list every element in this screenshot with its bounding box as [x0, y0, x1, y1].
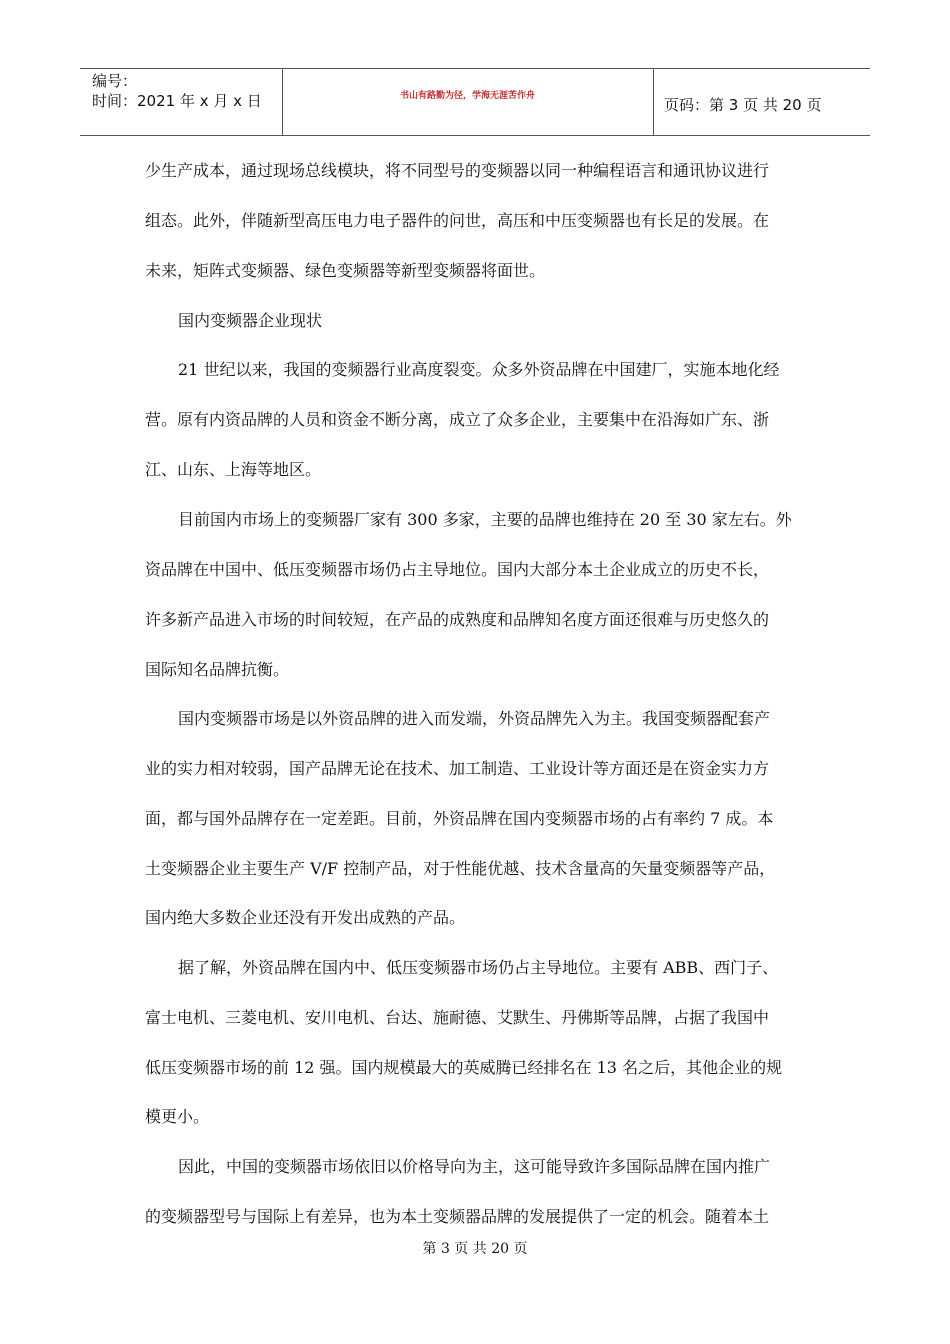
text-line: 资品牌在中国中、低压变频器市场仍占主导地位。国内大部分本土企业成立的历史不长， — [145, 560, 770, 579]
text-line: 组态。此外，伴随新型高压电力电子器件的问世，高压和中压变频器也有长足的发展。在 — [145, 211, 770, 230]
text-line: 营。原有内资品牌的人员和资金不断分离，成立了众多企业，主要集中在沿海如广东、浙 — [145, 410, 770, 429]
text-line: 国际知名品牌抗衡。 — [145, 660, 290, 679]
header-top-rule — [80, 68, 870, 69]
text-line: 国内绝大多数企业还没有开发出成熟的产品。 — [145, 908, 466, 927]
text-line: 江、山东、上海等地区。 — [145, 460, 322, 479]
text-line: 面，都与国外品牌存在一定差距。目前，外资品牌在国内变频器市场的占有率约 7 成。本 — [145, 809, 774, 828]
page-footer: 第 3 页 共 20 页 — [422, 1241, 528, 1257]
text-line: 21 世纪以来，我国的变频器行业高度裂变。众多外资品牌在中国建厂，实施本地化经 — [178, 360, 780, 379]
text-line: 模更小。 — [145, 1107, 210, 1126]
text-line: 据了解，外资品牌在国内中、低压变频器市场仍占主导地位。主要有 ABB、西门子、 — [178, 958, 779, 977]
text-line: 业的实力相对较弱，国产品牌无论在技术、加工制造、工业设计等方面还是在资金实力方 — [145, 759, 770, 778]
text-line: 的变频器型号与国际上有差异，也为本土变频器品牌的发展提供了一定的机会。随着本土 — [145, 1207, 770, 1226]
text-line: 未来，矩阵式变频器、绿色变频器等新型变频器将面世。 — [145, 261, 546, 280]
header-motto: 书山有路勤为径，学海无涯苦作舟 — [399, 91, 535, 101]
text-line: 富士电机、三菱电机、安川电机、台达、施耐德、艾默生、丹佛斯等品牌，占据了我国中 — [145, 1008, 770, 1027]
text-line: 目前国内市场上的变频器厂家有 300 多家，主要的品牌也维持在 20 至 30 家左右。外 — [178, 510, 792, 529]
header-number-label: 编号： — [92, 72, 138, 90]
header-divider-right — [653, 68, 654, 136]
text-line: 因此，中国的变频器市场依旧以价格导向为主，这可能导致许多国际品牌在国内推广 — [178, 1157, 771, 1176]
text-line: 低压变频器市场的前 12 强。国内规模最大的英威腾已经排名在 13 名之后，其他企业的规 — [145, 1058, 783, 1077]
text-line: 许多新产品进入市场的时间较短，在产品的成熟度和品牌知名度方面还很难与历史悠久的 — [145, 610, 770, 629]
header-page-info: 页码：第 3 页 共 20 页 — [664, 96, 822, 114]
text-line: 少生产成本，通过现场总线模块，将不同型号的变频器以同一种编程语言和通讯协议进行 — [145, 161, 770, 180]
text-line: 土变频器企业主要生产 V/F 控制产品，对于性能优越、技术含量高的矢量变频器等产品， — [145, 859, 776, 878]
header-divider-left — [282, 68, 283, 136]
section-heading: 国内变频器企业现状 — [178, 311, 323, 330]
header-date: 时间：2021 年 x 月 x 日 — [92, 92, 262, 110]
header-bottom-rule — [80, 135, 870, 136]
text-line: 国内变频器市场是以外资品牌的进入而发端，外资品牌先入为主。我国变频器配套产 — [178, 709, 771, 728]
